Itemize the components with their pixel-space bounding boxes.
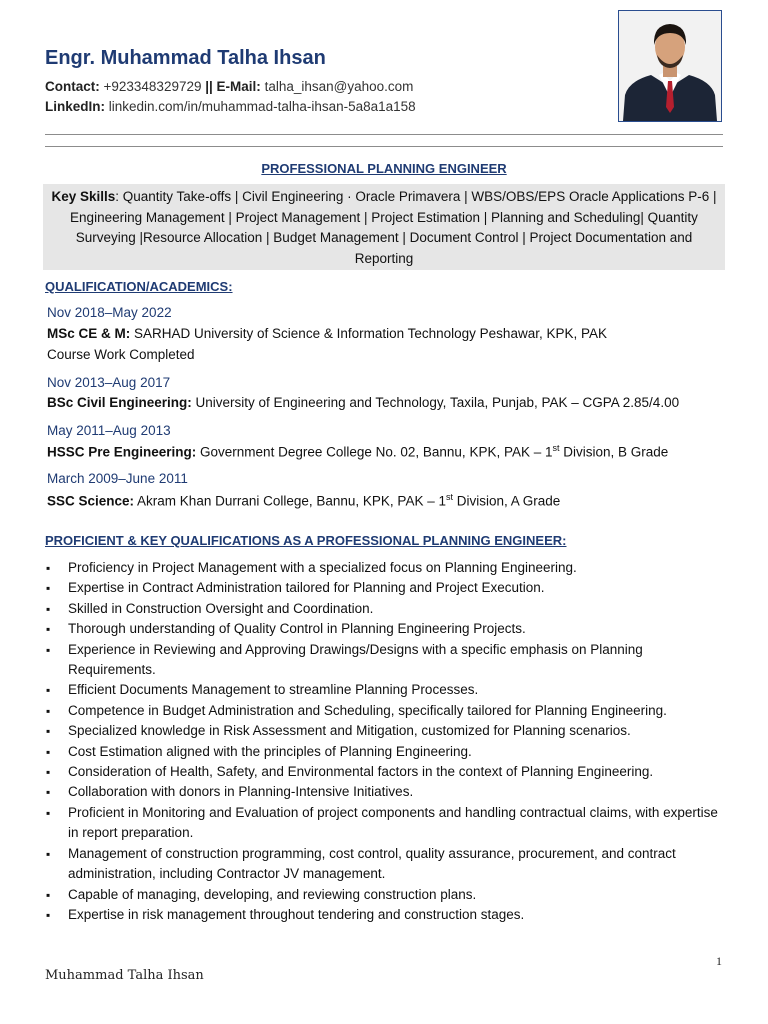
list-item: ▪ Consideration of Health, Safety, and Environmental factors in the context of Planning Engineering. — [45, 762, 725, 782]
education-degree-line — [47, 326, 607, 341]
list-item: ▪ Capable of managing, developing, and reviewing construction plans. — [45, 885, 725, 905]
page-number: 1 — [716, 954, 722, 968]
list-item: ▪ Proficient in Monitoring and Evaluation of project components and handling contractual claims, with expertise in report preparation. — [45, 803, 725, 844]
degree-detail: SARHAD University of Science & Information Technology Peshawar, KPK, PAK — [130, 326, 607, 341]
linkedin-label: LinkedIn: — [45, 99, 105, 114]
list-item: ▪ Thorough understanding of Quality Control in Planning Engineering Projects. — [45, 619, 725, 639]
header-divider-bottom — [45, 146, 723, 147]
contact-line — [45, 79, 413, 94]
education-date: Nov 2013–Aug 2017 — [47, 375, 171, 390]
candidate-name: Engr. Muhammad Talha Ihsan — [45, 47, 326, 69]
list-item: ▪ Experience in Reviewing and Approving Drawings/Designs with a specific emphasis on Planning Requirements. — [45, 640, 725, 681]
phone-number: +923348329729 — [99, 79, 206, 94]
list-item: ▪ Skilled in Construction Oversight and Coordination. — [45, 599, 725, 619]
degree-detail-end: Division, B Grade — [559, 444, 669, 460]
degree-title: BSc Civil Engineering: — [47, 395, 192, 410]
email-address: talha_ihsan@yahoo.com — [260, 79, 414, 94]
linkedin-line — [45, 99, 416, 114]
education-date: March 2009–June 2011 — [47, 471, 188, 486]
degree-title: HSSC Pre Engineering: — [47, 444, 197, 460]
list-item: ▪ Expertise in Contract Administration tailored for Planning and Project Execution. — [45, 578, 725, 598]
degree-title: SSC Science: — [47, 493, 135, 509]
header-divider-top — [45, 134, 723, 135]
degree-title: MSc CE & M: — [47, 326, 131, 341]
list-item: ▪ Proficiency in Project Management with a specialized focus on Planning Engineering. — [45, 558, 725, 578]
role-title: PROFESSIONAL PLANNING ENGINEER — [261, 161, 507, 176]
footer-name: Muhammad Talha Ihsan — [45, 968, 204, 983]
degree-detail: Government Degree College No. 02, Bannu, KPK, PAK – 1 — [196, 444, 553, 460]
qualifications-heading: PROFICIENT & KEY QUALIFICATIONS AS A PROFESSIONAL PLANNING ENGINEER: — [45, 533, 567, 548]
degree-detail: University of Engineering and Technology, Taxila, Punjab, PAK – CGPA 2.85/4.00 — [191, 395, 680, 410]
list-item: ▪ Management of construction programming, cost control, quality assurance, procurement, and contract administration, including Contractor JV management. — [45, 844, 725, 885]
education-degree-line — [47, 443, 668, 460]
degree-detail: Akram Khan Durrani College, Bannu, KPK, PAK – 1 — [134, 493, 446, 509]
list-item: ▪ Specialized knowledge in Risk Assessment and Mitigation, customized for Planning scenarios. — [45, 721, 725, 741]
education-degree-line — [47, 395, 679, 410]
profile-photo — [618, 10, 722, 122]
list-item: ▪ Collaboration with donors in Planning-Intensive Initiatives. — [45, 782, 725, 802]
list-item: ▪ Cost Estimation aligned with the principles of Planning Engineering. — [45, 742, 725, 762]
education-date: May 2011–Aug 2013 — [47, 423, 171, 438]
linkedin-url: linkedin.com/in/muhammad-talha-ihsan-5a8a1a158 — [105, 99, 416, 114]
list-item: ▪ Efficient Documents Management to streamline Planning Processes. — [45, 680, 725, 700]
education-heading: QUALIFICATION/ACADEMICS: — [45, 279, 233, 294]
education-degree-line — [47, 492, 560, 509]
contact-label: Contact: — [45, 79, 100, 94]
contact-separator: || — [205, 79, 213, 94]
email-label: E-Mail: — [212, 79, 261, 94]
list-item: ▪ Competence in Budget Administration and Scheduling, specifically tailored for Planning Engineering. — [45, 701, 725, 721]
key-skills-box — [43, 184, 725, 270]
qualifications-list — [45, 558, 725, 925]
list-item: ▪ Expertise in risk management throughout tendering and construction stages. — [45, 905, 725, 925]
ordinal-suffix: st — [552, 443, 560, 453]
degree-detail-end: Division, A Grade — [452, 493, 561, 509]
education-note: Course Work Completed — [47, 347, 195, 362]
key-skills-text: : Quantity Take-offs | Civil Engineering · Oracle Primavera | WBS/OBS/EPS Oracle Applications P-6 | Engineering Management | Project Management | Project Estimation | Planning and Scheduling| Quantity Surveying |Resource Allocation | Budget Management | Document Control | Project Documentation and Reporting — [70, 189, 717, 267]
ordinal-suffix: st — [445, 492, 453, 502]
education-date: Nov 2018–May 2022 — [47, 305, 172, 320]
profile-photo-image — [619, 11, 721, 121]
key-skills-label: Key Skills — [51, 189, 116, 204]
